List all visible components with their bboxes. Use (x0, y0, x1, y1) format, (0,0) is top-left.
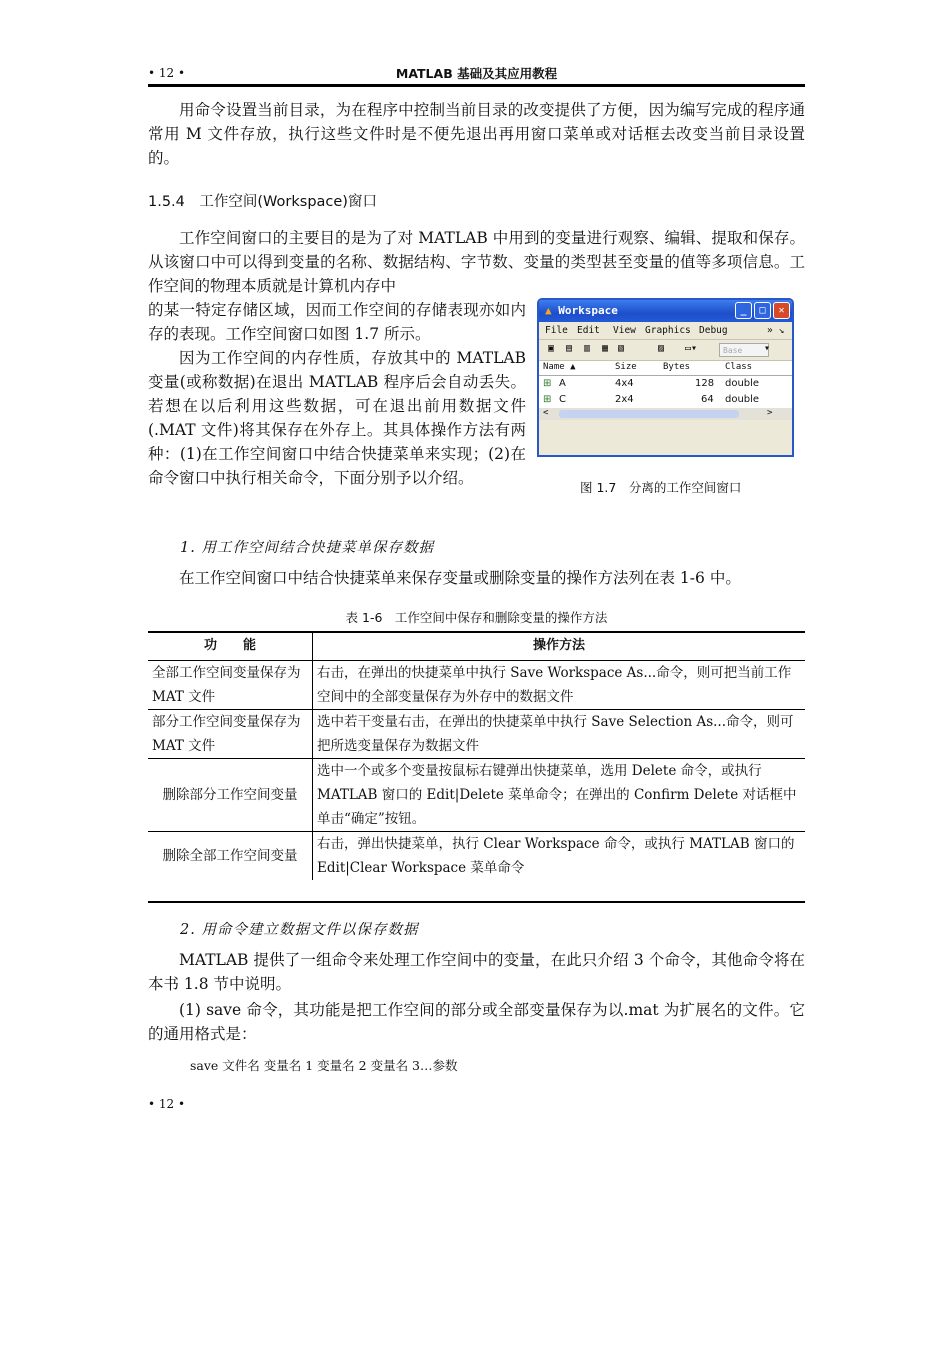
var-size: 4x4 (615, 378, 634, 389)
menu-bar (539, 322, 792, 340)
paragraph-workspace-cont: 的某一特定存储区域，因而工作空间的存储表现亦如内存的表现。工作空间窗口如图 1.7 所示。 (148, 301, 526, 343)
matrix-icon: ⊞ (543, 394, 552, 405)
close-button[interactable]: ✕ (773, 302, 790, 319)
stack-dropdown-icon[interactable]: ▾ (763, 343, 771, 354)
cell-function: 部分工作空间变量保存为 MAT 文件 (148, 710, 313, 759)
col-size[interactable]: Size (615, 362, 637, 372)
horizontal-scrollbar[interactable] (539, 408, 792, 420)
window-titlebar (539, 300, 792, 322)
cell-function: 全部工作空间变量保存为 MAT 文件 (148, 661, 313, 710)
save-icon[interactable]: ▦ (601, 343, 609, 354)
maximize-button[interactable]: □ (754, 302, 771, 319)
cell-method: 选中一个或多个变量按鼠标右键弹出快捷菜单，选用 Delete 命令，或执行 MATLAB 窗口的 Edit|Delete 菜单命令；在弹出的 Confirm Delete 对话框中单击“确定”按钮。 (317, 763, 797, 827)
variable-row-c[interactable] (539, 392, 792, 408)
workspace-window-figure (537, 298, 794, 457)
paragraph-intro: 用命令设置当前目录，为在程序中控制当前目录的改变提供了方便，因为编写完成的程序通常用 M 文件存放，执行这些文件时是不便先退出再用窗口菜单或对话框去改变当前目录设置的。 (148, 101, 805, 167)
cell-method: 右击，在弹出的快捷菜单中执行 Save Workspace As...命令，则可把当前工作空间中的全部变量保存为外存中的数据文件 (317, 665, 792, 705)
var-bytes: 64 (701, 394, 714, 405)
figure-caption: 图 1.7 分离的工作空间窗口 (580, 480, 742, 495)
window-title (545, 304, 618, 317)
scroll-left-icon[interactable]: < (543, 408, 549, 418)
col-function: 功 能 (148, 632, 313, 661)
col-class[interactable]: Class (725, 362, 753, 372)
delete-icon[interactable]: ▨ (657, 343, 665, 354)
operations-table (148, 632, 805, 880)
var-class: double (725, 378, 760, 389)
col-name[interactable]: Name ▲ (543, 362, 576, 372)
col-method: 操作方法 (313, 632, 806, 661)
header-rule (148, 84, 805, 87)
scroll-thumb[interactable] (559, 410, 739, 418)
var-class: double (725, 394, 760, 405)
menu-file[interactable]: File (545, 325, 568, 336)
plot-select-icon[interactable]: ▭▾ (684, 343, 698, 354)
paragraph-table-intro: 在工作空间窗口中结合快捷菜单来保存变量或删除变量的操作方法列在表 1-6 中。 (179, 569, 741, 587)
subheading-1: 1. 用工作空间结合快捷菜单保存数据 (180, 540, 434, 556)
page-header (148, 62, 805, 84)
table-row (148, 661, 805, 710)
paragraph-save: (1) save 命令，其功能是把工作空间的部分或全部变量保存为以.mat 为扩展名的文件。它的通用格式是： (148, 1001, 805, 1043)
variable-row-a[interactable] (539, 376, 792, 392)
var-name: A (559, 378, 566, 389)
stack-select[interactable]: Base (719, 343, 769, 357)
cell-function: 删除部分工作空间变量 (148, 759, 313, 832)
menu-debug[interactable]: Debug (699, 325, 728, 336)
header-page-number: • 12 • (148, 66, 186, 80)
table-row (148, 832, 805, 881)
subheading-2: 2. 用命令建立数据文件以保存数据 (180, 922, 419, 938)
footer-page-number: • 12 • (148, 1097, 186, 1111)
print-icon[interactable]: ▧ (617, 343, 625, 354)
toolbar (539, 340, 792, 361)
var-name: C (559, 394, 566, 405)
menu-overflow-icon[interactable]: » ↘ (767, 325, 785, 336)
col-bytes[interactable]: Bytes (663, 362, 691, 372)
matlab-logo-icon: ▲ (545, 304, 552, 317)
table-header-row (148, 632, 805, 661)
menu-edit[interactable]: Edit (577, 325, 600, 336)
paragraph-commands: MATLAB 提供了一组命令来处理工作空间中的变量，在此只介绍 3 个命令，其他命令将在本书 1.8 节中说明。 (148, 951, 805, 993)
table-bottom-rule (148, 901, 805, 903)
grid-header (539, 361, 792, 376)
var-size: 2x4 (615, 394, 634, 405)
matrix-icon: ⊞ (543, 378, 552, 389)
cell-function: 删除全部工作空间变量 (148, 832, 313, 881)
window-title-text: Workspace (558, 304, 618, 317)
table-row (148, 759, 805, 832)
new-variable-icon[interactable]: ▣ (547, 343, 555, 354)
minimize-button[interactable]: _ (735, 302, 752, 319)
header-title: MATLAB 基础及其应用教程 (395, 66, 558, 81)
paragraph-workspace: 工作空间窗口的主要目的是为了对 MATLAB 中用到的变量进行观察、编辑、提取和保存。从该窗口中可以得到变量的名称、数据结构、字节数、变量的类型甚至变量的值等多项信息。工作空间的物理本质就是计算机内存中 (148, 229, 805, 295)
code-save-syntax: save 文件名 变量名 1 变量名 2 变量名 3…参数 (190, 1058, 458, 1073)
menu-view[interactable]: View (613, 325, 636, 336)
table-row (148, 710, 805, 759)
scroll-right-icon[interactable]: > (767, 408, 773, 418)
paragraph-memory: 因为工作空间的内存性质，存放其中的 MATLAB 变量(或称数据)在退出 MATLAB 程序后会自动丢失。若想在以后利用这些数据，可在退出前用数据文件(.MAT 文件)将其保存在外存上。其具体操作方法有两种：(1)在工作空间窗口中结合快捷菜单来实现；(2)在命令窗口中执行相关命令，下面分别予以介绍。 (148, 349, 526, 487)
table-caption: 表 1-6 工作空间中保存和删除变量的操作方法 (345, 610, 608, 625)
cell-method: 右击，弹出快捷菜单，执行 Clear Workspace 命令，或执行 MATLAB 窗口的 Edit|Clear Workspace 菜单命令 (317, 836, 795, 876)
var-bytes: 128 (695, 378, 715, 389)
menu-graphics[interactable]: Graphics (645, 325, 691, 336)
cell-method: 选中若干变量右击，在弹出的快捷菜单中执行 Save Selection As...命令，则可把所选变量保存为数据文件 (317, 714, 794, 754)
import-icon[interactable]: ▥ (583, 343, 591, 354)
section-heading: 1.5.4 工作空间(Workspace)窗口 (148, 194, 377, 210)
open-icon[interactable]: ▤ (565, 343, 573, 354)
